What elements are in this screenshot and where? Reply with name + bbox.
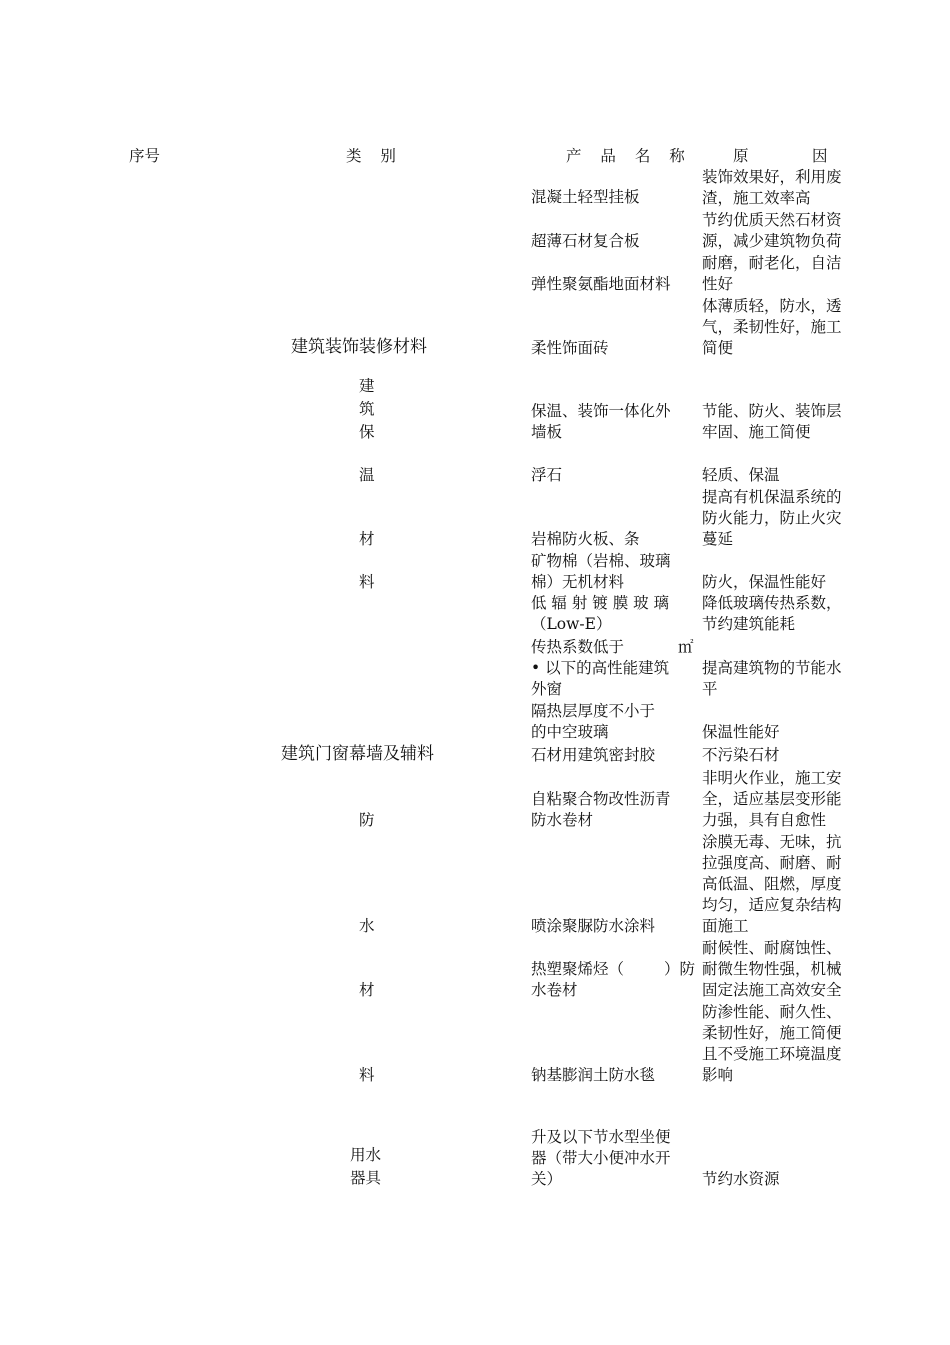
reason-text: 非明火作业，施工安 全，适应基层变形能 力强，具有自愈性 — [702, 769, 842, 829]
category-insulation-char: 建 — [359, 377, 375, 395]
product-name: 喷涂聚脲防水涂料 — [531, 917, 656, 935]
header-category: 类 别 — [346, 147, 403, 165]
category-insulation-char: 温 — [359, 466, 375, 484]
product-name: 保温、装饰一体化外 墙板 — [531, 402, 671, 441]
reason-text: 保温性能好 — [702, 723, 780, 741]
product-name: 自粘聚合物改性沥青 防水卷材 — [531, 790, 671, 829]
product-name: 石材用建筑密封胶 — [531, 746, 656, 764]
reason-text: 降低玻璃传热系数， 节约建筑能耗 — [702, 594, 842, 633]
category-waterproof-char: 水 — [359, 917, 375, 935]
product-name: 弹性聚氨酯地面材料 — [531, 275, 671, 293]
product-name: 岩棉防火板、条 — [531, 530, 640, 548]
reason-text: 节约优质天然石材资 源，减少建筑物负荷 — [702, 211, 842, 250]
category-decoration: 建筑装饰装修材料 — [291, 337, 427, 357]
product-name: 隔热层厚度不小于 的中空玻璃 — [531, 702, 656, 741]
category-waterproof-char: 材 — [359, 981, 375, 999]
reason-text: 体薄质轻，防水，透 气，柔韧性好，施工 简便 — [702, 297, 842, 357]
product-name: 超薄石材复合板 — [531, 232, 640, 250]
reason-text: 涂膜无毒、无味，抗 拉强度高、耐磨、耐 高低温、阻燃，厚度 均匀，适应复杂结构 面施工 — [702, 833, 842, 935]
category-waterproof-char: 料 — [359, 1066, 375, 1084]
category-insulation-char: 保 — [359, 423, 375, 441]
reason-text: 提高有机保温系统的 防火能力，防止火灾 蔓延 — [702, 488, 842, 548]
product-name: 低 辐 射 镀 膜 玻 璃 （Low-E） — [531, 594, 670, 633]
category-insulation-char: 筑 — [359, 400, 375, 418]
reason-text: 防渗性能、耐久性、 柔韧性好，施工简便 且不受施工环境温度 影响 — [702, 1003, 842, 1084]
product-name: 传热系数低于 • 以下的高性能建筑 外窗 — [531, 638, 670, 698]
product-name: 热塑聚烯烃（ 水卷材 — [531, 960, 625, 999]
category-insulation-char: 材 — [359, 530, 375, 548]
category-doors: 建筑门窗幕墙及辅料 — [281, 744, 434, 764]
header-seq: 序号 — [129, 147, 161, 165]
header-product: 产 品 名 称 — [566, 147, 692, 165]
reason-text: 防火，保温性能好 — [702, 573, 827, 591]
category-insulation-char: 料 — [359, 573, 375, 591]
product-name: 矿物棉（岩棉、玻璃 棉）无机材料 — [531, 552, 671, 591]
header-reason-b: 因 — [812, 147, 828, 165]
header-reason-a: 原 — [733, 147, 749, 165]
product-name: 浮石 — [531, 466, 563, 484]
reason-text: 装饰效果好，利用废 渣，施工效率高 — [702, 168, 842, 207]
reason-text: 耐磨，耐老化，自洁 性好 — [702, 254, 842, 293]
product-name: 钠基膨润土防水毯 — [531, 1066, 656, 1084]
reason-text: 节能、防火、装饰层 牢固、施工简便 — [702, 402, 842, 441]
product-name: 柔性饰面砖 — [531, 339, 609, 357]
category-waterproof-char: 防 — [359, 811, 375, 829]
product-suffix: ）防 — [664, 960, 696, 978]
category-water-fixture: 用水 — [350, 1146, 382, 1164]
reason-text: 提高建筑物的节能水 平 — [702, 659, 842, 698]
product-unit: ㎡ — [678, 638, 694, 656]
reason-text: 耐候性、耐腐蚀性、 耐微生物性强，机械 固定法施工高效安全 — [702, 939, 842, 999]
reason-text: 节约水资源 — [702, 1170, 780, 1188]
reason-text: 轻质、保温 — [702, 466, 780, 484]
product-name: 升及以下节水型坐便 器（带大小便冲水开 关） — [531, 1128, 671, 1188]
category-water-fixture: 器具 — [350, 1169, 382, 1187]
product-name: 混凝土轻型挂板 — [531, 188, 640, 206]
reason-text: 不污染石材 — [702, 746, 780, 764]
